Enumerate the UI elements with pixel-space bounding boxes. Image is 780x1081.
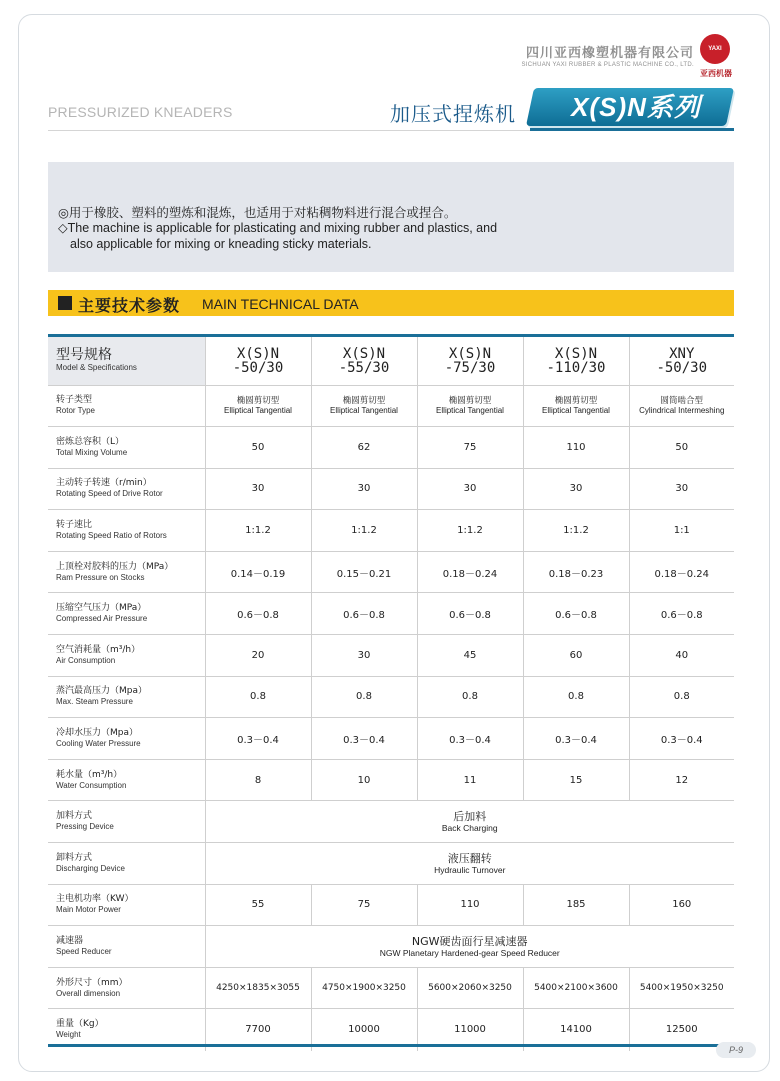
company-name xyxy=(522,42,694,68)
label-cn: 主电机功率（KW） xyxy=(56,894,134,905)
table-cell: 0.6－0.8 xyxy=(205,593,311,635)
model-cell xyxy=(629,337,734,385)
row-label xyxy=(48,635,205,677)
section-bar xyxy=(48,290,734,316)
table-cell: 0.3－0.4 xyxy=(523,718,629,760)
table-cell-span xyxy=(205,843,734,885)
table-cell: 75 xyxy=(417,427,523,469)
table-row xyxy=(48,635,734,677)
label-en: Speed Reducer xyxy=(56,947,112,957)
table-cell: 30 xyxy=(205,468,311,510)
table-row xyxy=(48,676,734,718)
label-en: Ram Pressure on Stocks xyxy=(56,572,145,582)
table-cell: 1:1.2 xyxy=(311,510,417,552)
table-row xyxy=(48,759,734,801)
table-cell: 50 xyxy=(629,427,734,469)
page-number: P-9 xyxy=(716,1042,756,1058)
table-row xyxy=(48,967,734,1009)
table-cell: 110 xyxy=(417,884,523,926)
table-cell: 20 xyxy=(205,635,311,677)
cell-cn: 椭圆剪切型 xyxy=(448,395,492,406)
label-en: Max. Steam Pressure xyxy=(56,697,133,707)
table-cell: 0.18－0.24 xyxy=(417,551,523,593)
table-cell: 45 xyxy=(417,635,523,677)
table-cell: 0.6－0.8 xyxy=(523,593,629,635)
model-l1: XNY xyxy=(669,345,695,362)
table-cell: 30 xyxy=(311,635,417,677)
label-en: Compressed Air Pressure xyxy=(56,614,148,624)
label-en: Rotating Speed Ratio of Rotors xyxy=(56,531,167,541)
label-en: Discharging Device xyxy=(56,863,125,873)
row-label xyxy=(48,337,205,385)
table-cell: 0.3－0.4 xyxy=(311,718,417,760)
table-cell: 0.8 xyxy=(523,676,629,718)
model-l1: X(S)N xyxy=(236,345,280,362)
cell-en: Cylindrical Intermeshing xyxy=(639,405,725,415)
row-label xyxy=(48,676,205,718)
table-cell: 160 xyxy=(629,884,734,926)
label-en: Model & Specifications xyxy=(56,363,137,373)
bullet-square-icon xyxy=(58,296,72,310)
cell-cn: NGW硬齿面行星减速器 xyxy=(411,935,528,949)
label-cn: 卸料方式 xyxy=(56,852,93,863)
table-cell: 1:1.2 xyxy=(523,510,629,552)
table-cell: 0.14－0.19 xyxy=(205,551,311,593)
table-cell: 60 xyxy=(523,635,629,677)
table-row xyxy=(48,468,734,510)
section-bar-cn: 主要技术参数 xyxy=(78,298,181,315)
cell-en: Elliptical Tangential xyxy=(436,405,504,415)
cell-cn: 圆筒啮合型 xyxy=(660,395,703,406)
cell-en: Hydraulic Turnover xyxy=(434,864,506,875)
model-cell xyxy=(523,337,629,385)
row-label xyxy=(48,759,205,801)
table-cell: 0.18－0.23 xyxy=(523,551,629,593)
row-label xyxy=(48,510,205,552)
label-en: Total Mixing Volume xyxy=(56,447,128,457)
table-cell: 11 xyxy=(417,759,523,801)
table-row xyxy=(48,926,734,968)
label-cn: 耗水量（m³/h） xyxy=(56,769,123,780)
table-cell: 0.6－0.8 xyxy=(311,593,417,635)
table-cell: 0.8 xyxy=(629,676,734,718)
table-row xyxy=(48,551,734,593)
table-cell: 8 xyxy=(205,759,311,801)
label-en: Rotating Speed of Drive Rotor xyxy=(56,489,163,499)
table-cell: 5400×1950×3250 xyxy=(629,967,734,1009)
company-name-cn: 四川亚西橡塑机器有限公司 xyxy=(525,45,694,60)
cell-cn: 椭圆剪切型 xyxy=(342,395,386,406)
table-cell: 30 xyxy=(629,468,734,510)
label-en: Overall dimension xyxy=(56,988,121,998)
intro-line-cn: ◎用于橡胶、塑料的塑炼和混炼，也适用于对粘稠物料进行混合或捏合。 xyxy=(58,206,457,220)
label-cn: 重量（Kg） xyxy=(56,1019,104,1030)
table-cell: 11000 xyxy=(417,1009,523,1051)
label-cn: 上顶栓对胶料的压力（MPa） xyxy=(56,561,174,572)
label-cn: 型号规格 xyxy=(56,347,112,364)
table-cell: 5600×2060×3250 xyxy=(417,967,523,1009)
label-en: Pressing Device xyxy=(56,822,114,832)
model-l1: X(S)N xyxy=(448,345,492,362)
table-cell: 0.15－0.21 xyxy=(311,551,417,593)
table-cell: 0.8 xyxy=(311,676,417,718)
table-cell: 30 xyxy=(417,468,523,510)
table-row xyxy=(48,801,734,843)
model-l1: X(S)N xyxy=(554,345,598,362)
page-title-cn: 加压式捏炼机 xyxy=(390,104,516,126)
table-row xyxy=(48,718,734,760)
label-en: Main Motor Power xyxy=(56,905,121,915)
table-cell: 10000 xyxy=(311,1009,417,1051)
label-cn: 主动转子转速（r/min） xyxy=(56,478,152,489)
label-en: Rotor Type xyxy=(56,406,95,416)
cell-cn: 椭圆剪切型 xyxy=(236,395,280,406)
table-cell xyxy=(629,385,734,427)
row-label xyxy=(48,593,205,635)
cell-en: NGW Planetary Hardened-gear Speed Reducer xyxy=(379,948,560,959)
label-cn: 加料方式 xyxy=(56,811,93,822)
row-label xyxy=(48,551,205,593)
company-name-en: SICHUAN YAXI RUBBER & PLASTIC MACHINE CO., LTD. xyxy=(521,62,694,68)
label-en: Air Consumption xyxy=(56,655,116,665)
model-l2: -50/30 xyxy=(656,359,708,376)
table-cell: 0.18－0.24 xyxy=(629,551,734,593)
table-cell: 4750×1900×3250 xyxy=(311,967,417,1009)
table-cell: 50 xyxy=(205,427,311,469)
table-row xyxy=(48,843,734,885)
table-cell: 0.3－0.4 xyxy=(417,718,523,760)
table-cell: 30 xyxy=(311,468,417,510)
series-badge: X(S)N系列 xyxy=(571,92,701,122)
model-l2: -110/30 xyxy=(546,359,606,376)
row-label xyxy=(48,967,205,1009)
table-cell: 1:1 xyxy=(629,510,734,552)
model-l2: -50/30 xyxy=(232,359,284,376)
row-label xyxy=(48,718,205,760)
cell-cn: 椭圆剪切型 xyxy=(554,395,598,406)
table-cell: 62 xyxy=(311,427,417,469)
model-l1: X(S)N xyxy=(342,345,386,362)
cell-en: Elliptical Tangential xyxy=(542,405,610,415)
model-l2: -75/30 xyxy=(444,359,496,376)
table-cell: 185 xyxy=(523,884,629,926)
label-cn: 减速器 xyxy=(56,936,84,947)
label-en: Water Consumption xyxy=(56,780,127,790)
table-cell-span xyxy=(205,926,734,968)
table-cell: 0.6－0.8 xyxy=(629,593,734,635)
row-label xyxy=(48,801,205,843)
label-cn: 蒸汽最高压力（Mpa） xyxy=(56,686,147,697)
table-cell: 15 xyxy=(523,759,629,801)
row-label xyxy=(48,427,205,469)
table-cell: 40 xyxy=(629,635,734,677)
table-row xyxy=(48,385,734,427)
intro-box xyxy=(48,162,734,272)
label-cn: 冷却水压力（Mpa） xyxy=(56,728,138,739)
model-cell xyxy=(311,337,417,385)
cell-en: Elliptical Tangential xyxy=(330,405,398,415)
table-row xyxy=(48,884,734,926)
label-en: Weight xyxy=(56,1030,81,1040)
cell-cn: 后加料 xyxy=(453,810,487,824)
section-bar-en: MAIN TECHNICAL DATA xyxy=(202,296,359,312)
table-cell: 0.3－0.4 xyxy=(205,718,311,760)
table-row xyxy=(48,427,734,469)
model-cell xyxy=(417,337,523,385)
label-cn: 密炼总容积（L） xyxy=(56,436,125,447)
label-cn: 空气消耗量（m³/h） xyxy=(56,644,141,655)
row-label xyxy=(48,468,205,510)
section-title-en: PRESSURIZED KNEADERS xyxy=(48,104,233,120)
cell-en: Back Charging xyxy=(441,823,498,834)
spec-table xyxy=(48,337,734,1051)
table-cell: 0.8 xyxy=(417,676,523,718)
row-label xyxy=(48,385,205,427)
table-cell-span xyxy=(205,801,734,843)
model-l2: -55/30 xyxy=(338,359,390,376)
table-cell: 0.3－0.4 xyxy=(629,718,734,760)
table-cell: 12500 xyxy=(629,1009,734,1051)
table-row xyxy=(48,593,734,635)
table-cell: 7700 xyxy=(205,1009,311,1051)
table-cell: 55 xyxy=(205,884,311,926)
label-cn: 压缩空气压力（MPa） xyxy=(56,603,147,614)
table-cell: 5400×2100×3600 xyxy=(523,967,629,1009)
cell-cn: 液压翻转 xyxy=(447,851,492,865)
table-cell: 12 xyxy=(629,759,734,801)
table-row-model xyxy=(48,337,734,385)
row-label xyxy=(48,843,205,885)
table-cell: 0.8 xyxy=(205,676,311,718)
cell-en: Elliptical Tangential xyxy=(224,405,292,415)
table-row xyxy=(48,510,734,552)
row-label xyxy=(48,926,205,968)
table-cell xyxy=(205,385,311,427)
table-cell: 10 xyxy=(311,759,417,801)
label-cn: 转子速比 xyxy=(56,520,93,531)
table-cell: 110 xyxy=(523,427,629,469)
table-cell: 1:1.2 xyxy=(417,510,523,552)
label-cn: 外形尺寸（mm） xyxy=(56,977,128,988)
table-cell xyxy=(311,385,417,427)
table-cell: 4250×1835×3055 xyxy=(205,967,311,1009)
logo-label: 亚西机器 xyxy=(700,69,732,78)
label-cn: 转子类型 xyxy=(56,395,93,406)
header-rule-accent xyxy=(530,128,734,131)
table-cell: 0.6－0.8 xyxy=(417,593,523,635)
intro-line-en-2: also applicable for mixing or kneading sticky materials. xyxy=(70,237,372,251)
table-cell: 75 xyxy=(311,884,417,926)
row-label xyxy=(48,884,205,926)
company-logo: YAXI xyxy=(700,34,730,64)
table-cell: 1:1.2 xyxy=(205,510,311,552)
table-bottom-rule xyxy=(48,1044,734,1047)
table-cell: 14100 xyxy=(523,1009,629,1051)
model-cell xyxy=(205,337,311,385)
table-cell: 30 xyxy=(523,468,629,510)
intro-line-en-1: ◇The machine is applicable for plasticating and mixing rubber and plastics, and xyxy=(58,221,498,235)
label-en: Cooling Water Pressure xyxy=(56,739,141,749)
table-cell xyxy=(417,385,523,427)
table-cell xyxy=(523,385,629,427)
